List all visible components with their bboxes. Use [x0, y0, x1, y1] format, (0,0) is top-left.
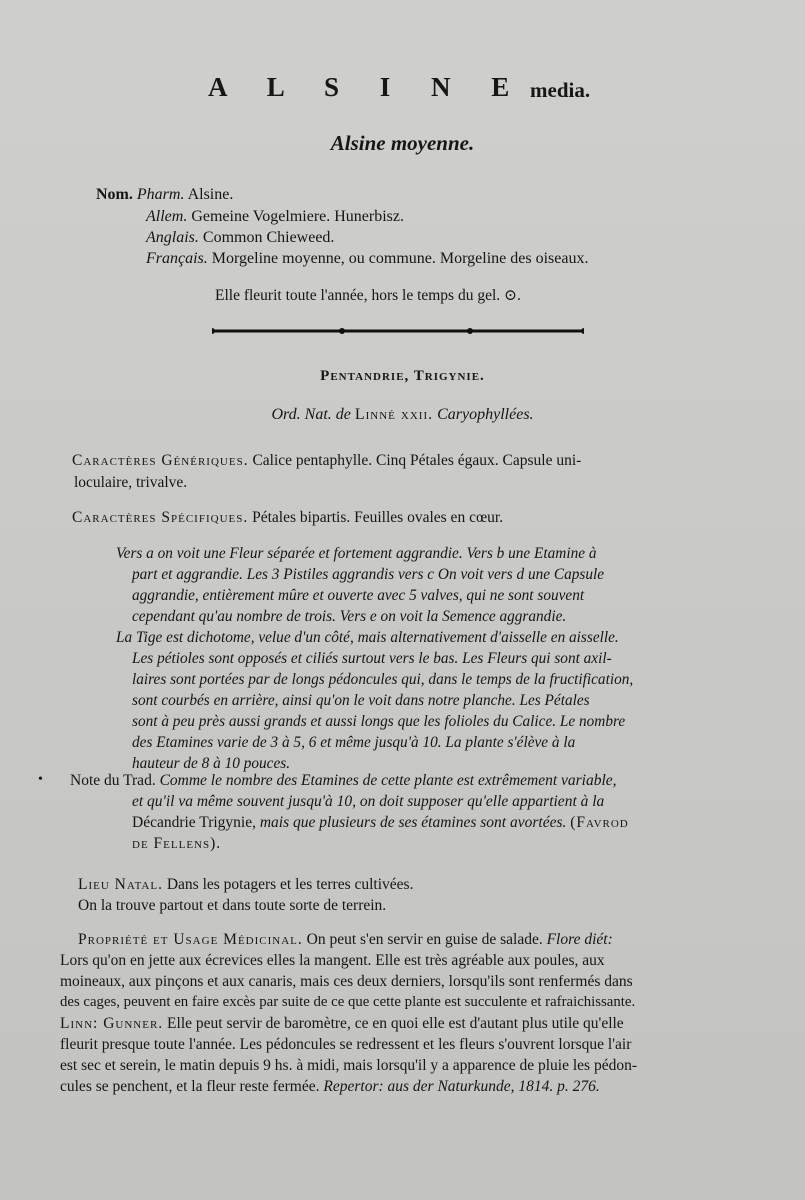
note-author: (Favrod: [570, 814, 629, 831]
habitat-text-2: On la trouve partout et dans toute sorte de terrein.: [78, 897, 387, 914]
anglais-label: Anglais.: [146, 229, 199, 246]
generic-text-2: loculaire, trivalve.: [74, 474, 188, 491]
note-author-end: de Fellens).: [132, 835, 222, 852]
properties-line: des cages, peuvent en faire excès par suite de ce que cette plante est succulente et rafraichissante.: [60, 994, 636, 1010]
classification-class: Pentandrie, Trigynie.: [320, 368, 485, 384]
properties-line: moineaux, aux pinçons et aux canaris, mais ces deux derniers, lorsqu'ils sont renfermés dans: [60, 973, 633, 990]
name-allem: [146, 208, 404, 226]
properties-text-1: On peut s'en servir en guise de salade.: [306, 931, 543, 948]
anglais-name: Common Chieweed.: [202, 229, 335, 246]
habitat: [78, 876, 413, 894]
flowering-note: [215, 286, 521, 305]
note-text-2: et qu'il va même souvent jusqu'à 10, on doit supposer qu'elle appartient à la: [132, 793, 605, 810]
properties-line: est sec et serein, le matin depuis 9 hs. à midi, mais lorsqu'il y a apparence de pluie les pédon-: [60, 1057, 637, 1074]
generic-characters: [72, 452, 581, 470]
note-line-3: [132, 814, 629, 832]
description-line: laires sont portées par de longs pédoncules qui, dans le temps de la fructification,: [132, 671, 634, 688]
properties-line-1: [78, 931, 613, 949]
properties-text-5: Elle peut servir de baromètre, ce en quoi elle est d'autant plus utile qu'elle: [167, 1015, 624, 1032]
properties-line-8: [60, 1078, 600, 1096]
annual-symbol: ⊙.: [504, 287, 521, 304]
translator-note: [70, 772, 617, 790]
specific-text: Pétales bipartis. Feuilles ovales en cœur.: [252, 509, 504, 526]
nom-label: Nom.: [96, 186, 133, 203]
name-francais: [146, 250, 588, 268]
generic-label: Caractères Génériques.: [72, 452, 249, 469]
description-line: La Tige est dichotome, velue d'un côté, mais alternativement d'aisselle en aisselle.: [116, 629, 619, 646]
francais-label: Français.: [146, 250, 208, 267]
pharm-name: Alsine.: [187, 186, 234, 203]
name-pharm: [96, 186, 233, 204]
note-text-3a: Décandrie Trigynie,: [132, 814, 256, 831]
description-line: sont à peu près aussi grands et aussi longs que les folioles du Calice. Le nombre: [132, 713, 626, 730]
ord-prefix: Ord. Nat. de: [271, 406, 351, 423]
description-line: des Etamines varie de 3 à 5, 6 et même jusqu'à 10. La plante s'élève à la: [132, 734, 576, 751]
properties-line-5: [60, 1015, 624, 1033]
allem-name: Gemeine Vogelmiere. Hunerbisz.: [191, 208, 405, 225]
allem-label: Allem.: [146, 208, 188, 225]
family-name: Caryophyllées.: [437, 406, 534, 423]
francais-name: Morgeline moyenne, ou commune. Morgeline des oiseaux.: [211, 250, 589, 267]
linn-ref: Linn: Gunner.: [60, 1015, 164, 1032]
description-line: hauteur de 8 à 10 pouces.: [132, 755, 291, 772]
description-line: sont courbés en arrière, ainsi qu'on le voit dans notre planche. Les Pétales: [132, 692, 590, 709]
linne-ref: Linné xxii.: [354, 406, 434, 423]
page-subtitle: Alsine moyenne.: [330, 131, 475, 155]
natural-order: [0, 406, 805, 424]
note-text-3b: mais que plusieurs de ses étamines sont avortées.: [259, 814, 567, 831]
repertor-ref: Repertor: aus der Naturkunde, 1814. p. 276.: [323, 1078, 600, 1095]
specific-characters: [72, 509, 503, 527]
description-line: aggrandie, entièrement mûre et ouverte avec 5 valves, qui ne sont souvent: [132, 587, 585, 604]
margin-bullet: •: [38, 772, 43, 787]
habitat-text-1: Dans les potagers et les terres cultivées.: [166, 876, 414, 893]
properties-text-8: cules se penchent, et la fleur reste fermée.: [60, 1078, 320, 1095]
name-anglais: [146, 229, 334, 247]
description-line: Les pétioles sont opposés et ciliés surtout vers le bas. Les Fleurs qui sont axil-: [132, 650, 612, 667]
ornamental-rule: [212, 328, 584, 334]
generic-text-1: Calice pentaphylle. Cinq Pétales égaux. Capsule uni-: [252, 452, 582, 469]
properties-line: Lors qu'on en jette aux écrevices elles la mangent. Elle est très agréable aux poules, aux: [60, 952, 605, 969]
specific-label: Caractères Spécifiques.: [72, 509, 249, 526]
flore-ref: Flore diét:: [546, 931, 613, 948]
note-text-1: Comme le nombre des Etamines de cette plante est extrêmement variable,: [159, 772, 617, 789]
note-label: Note du Trad.: [70, 772, 156, 789]
description-line: part et aggrandie. Les 3 Pistiles aggrandis vers c On voit vers d une Capsule: [132, 566, 605, 583]
properties-line: fleurit presque toute l'année. Les pédoncules se redressent et les fleurs s'ouvrent lorsque l'air: [60, 1036, 632, 1053]
species-name: media.: [530, 78, 591, 102]
flowering-text: Elle fleurit toute l'année, hors le temps du gel.: [215, 287, 501, 304]
description-line: Vers a on voit une Fleur séparée et fortement aggrandie. Vers b une Etamine à: [116, 545, 597, 562]
page-title: A L S I N E: [208, 72, 527, 102]
properties-label: Propriété et Usage Médicinal.: [78, 931, 303, 948]
pharm-label: Pharm.: [136, 186, 185, 203]
description-line: cependant qu'au nombre de trois. Vers e on voit la Semence aggrandie.: [132, 608, 567, 625]
habitat-label: Lieu Natal.: [78, 876, 163, 893]
